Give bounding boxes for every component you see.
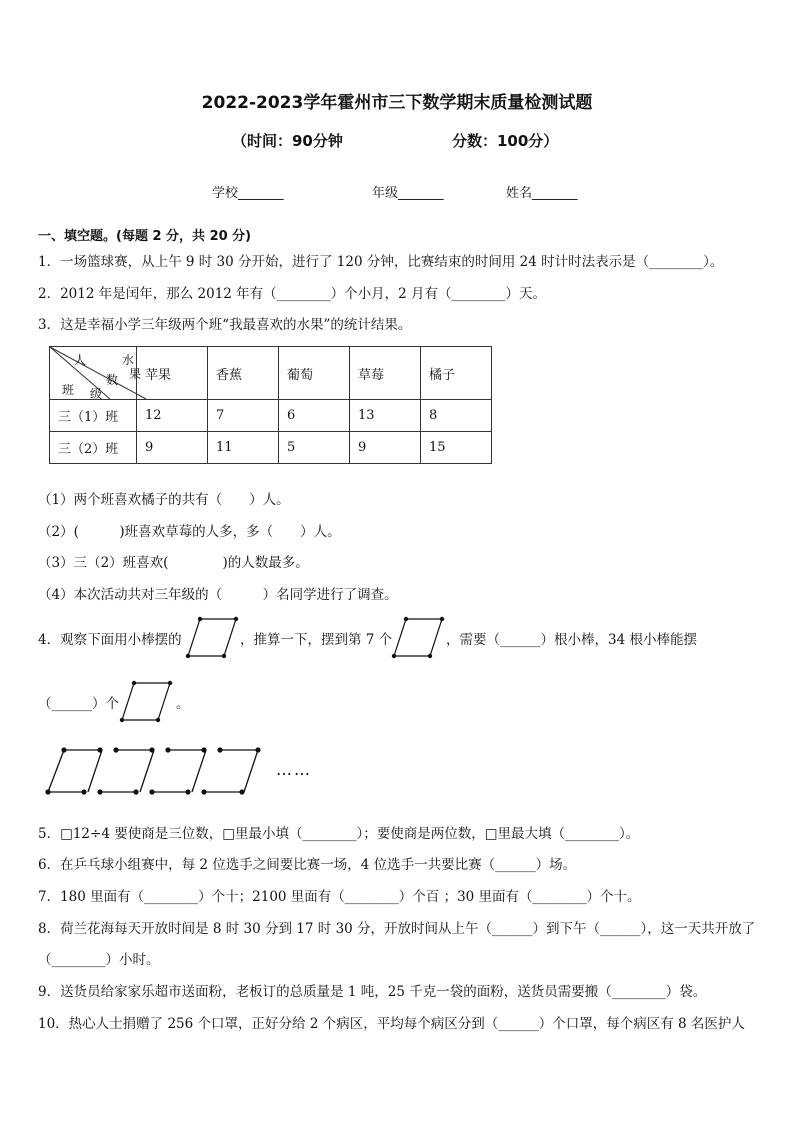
corner-shu: 数	[106, 373, 119, 387]
table-cell: 6	[279, 400, 350, 432]
question-3: 3．这是幸福小学三年级两个班“我最喜欢的水果”的统计结果。	[38, 317, 412, 333]
question-2: 2．2012 年是闰年，那么 2012 年有（________）个小月，2 月有（________）天。	[38, 286, 547, 302]
question-4-part2: ，推算一下，摆到第 7 个	[240, 632, 393, 648]
question-8-line2: （________）小时。	[38, 952, 160, 968]
table-cell: 9	[137, 432, 208, 464]
table-cell: 15	[421, 432, 492, 464]
question-6: 6．在乒乓球小组赛中，每 2 位选手之间要比赛一场，4 位选手一共要比赛（______）场。	[38, 857, 577, 873]
question-3-sub-4: （4）本次活动共对三年级的（ ）名同学进行了调查。	[38, 587, 398, 603]
question-3-sub-3: （3）三（2）班喜欢( )的人数最多。	[38, 555, 309, 571]
ellipsis-dots: ……	[276, 760, 312, 779]
section-heading: 一、填空题。(每题 2 分，共 20 分)	[38, 229, 252, 244]
column-header: 橘子	[421, 347, 492, 400]
school-field: 学校_______	[212, 186, 284, 201]
parallelogram-icon	[392, 616, 446, 660]
time-label: （时间：90分钟	[232, 132, 343, 150]
question-3-sub-2: （2）( )班喜欢草莓的人多，多（ ）人。	[38, 524, 341, 540]
column-header: 苹果	[137, 347, 208, 400]
table-cell: 7	[208, 400, 279, 432]
question-7: 7．180 里面有（________）个十；2100 里面有（________）个百 ；30 里面有（________）个十。	[38, 889, 641, 905]
fruit-stats-table	[49, 346, 492, 464]
question-4-part1: 4．观察下面用小棒摆的	[38, 632, 182, 648]
table-cell: 12	[137, 400, 208, 432]
table-cell: 11	[208, 432, 279, 464]
question-4-part5: 。	[176, 696, 190, 712]
column-header: 草莓	[350, 347, 421, 400]
table-cell: 5	[279, 432, 350, 464]
corner-ren: 人	[74, 353, 87, 367]
table-cell: 13	[350, 400, 421, 432]
corner-guo: 果	[129, 367, 142, 381]
question-1: 1．一场篮球赛，从上午 9 时 30 分开始，进行了 120 分钟，比赛结束的时间用 24 时计时法表示是（________）。	[38, 254, 724, 270]
parallelogram-icon	[186, 616, 240, 660]
score-label: 分数：100分）	[452, 132, 559, 150]
name-field: 姓名_______	[506, 186, 578, 201]
corner-ban: 班	[62, 383, 75, 397]
question-9: 9．送货员给家家乐超市送面粉，老板订的总质量是 1 吨，25 千克一袋的面粉，送货员需要搬（________）袋。	[38, 984, 707, 1000]
column-header: 香蕉	[208, 347, 279, 400]
question-8-line1: 8．荷兰花海每天开放时间是 8 时 30 分到 17 时 30 分，开放时间从上午（______）到下午（______），这一天共开放了	[38, 921, 756, 937]
corner-shui: 水	[122, 353, 135, 367]
question-10: 10．热心人士捐赠了 256 个口罩，正好分给 2 个病区，平均每个病区分到（______）个口罩，每个病区有 8 名医护人	[38, 1016, 745, 1032]
question-4-part3: ，需要（______）根小棒，34 根小棒能摆	[446, 632, 697, 648]
question-3-sub-1: （1）两个班喜欢橘子的共有（ ）人。	[38, 492, 290, 508]
page-title: 2022-2023学年霍州市三下数学期末质量检测试题	[201, 93, 593, 113]
table-corner-cell	[50, 347, 142, 401]
column-header: 葡萄	[279, 347, 350, 400]
question-5: 5．□12÷4 要使商是三位数，□里最小填（________）；要使商是两位数，□里最大填（________）。	[38, 826, 640, 842]
parallelogram-icon	[120, 680, 174, 724]
row-label: 三（1）班	[50, 400, 137, 432]
corner-ji: 级	[90, 387, 103, 401]
question-4-part4: （______）个	[38, 696, 119, 712]
row-label: 三（2）班	[50, 432, 137, 464]
table-cell: 9	[350, 432, 421, 464]
parallelogram-chain-figure	[44, 746, 284, 796]
grade-field: 年级_______	[372, 186, 444, 201]
table-cell: 8	[421, 400, 492, 432]
